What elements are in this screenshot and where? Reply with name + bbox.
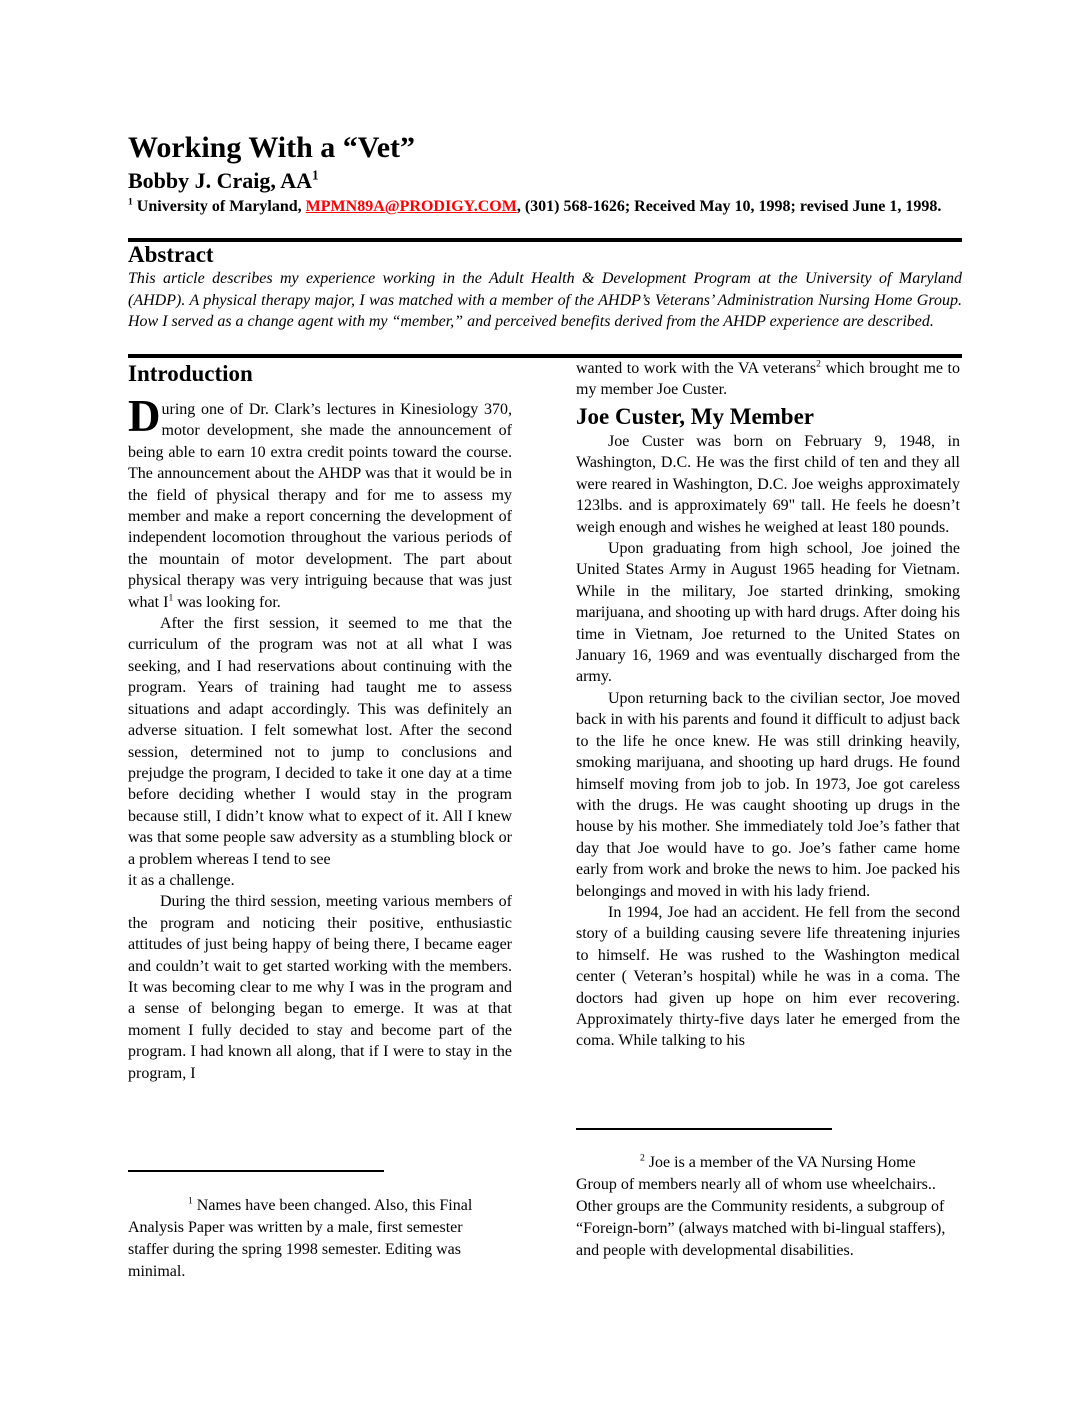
intro-p1-footnote-marker: 1 — [168, 592, 174, 604]
intro-paragraph-2-tail: it as a challenge. — [128, 871, 235, 889]
joe-paragraph-3: Upon returning back to the civilian sector, Joe moved back in with his parents and found it difficult to adjust back to the life he once knew. He was still drinking heavily, smoking marijuana, and shooting up hard drugs. He found himself moving from job to job. In 1973, Joe got careless with the drugs. He was caught shooting up drugs in the house by his mother. She immediately told Joe’s father that day that Joe would have to go. Joe’s father came home early from work and broke the news to him. Joe packed his belongings and moved in with his lady friend. — [576, 689, 960, 900]
intro-p1-text-end: was looking for. — [173, 593, 281, 611]
footnote-2-text: Joe is a member of the VA Nursing Home Group of members nearly all of whom use wheelchairs.. Other groups are the Community residents, a subgroup of “Foreign-born” (always matched with bi-lingual staffers), and people with developmental disabilities. — [576, 1154, 946, 1259]
footnote-rule-left — [128, 1170, 384, 1172]
abstract-heading: Abstract — [128, 242, 214, 267]
footnote-1-text: Names have been changed. Also, this Final Analysis Paper was written by a male, first semester staffer during the spring 1998 semester. Editing was minimal. — [128, 1197, 473, 1280]
rule-above-abstract — [128, 238, 962, 242]
affiliation-details: , (301) 568-1626; Received May 10, 1998; revised June 1, 1998. — [516, 198, 942, 215]
email-link[interactable]: MPMN89A@PRODIGY.COM — [305, 198, 517, 215]
affiliation-marker: 1 — [128, 196, 133, 208]
author-footnote-marker: 1 — [311, 167, 319, 183]
paper-title: Working With a “Vet” — [128, 131, 416, 164]
footnote-rule-right — [576, 1128, 832, 1130]
footnote-2-marker: 2 — [640, 1152, 645, 1164]
footnote-1-marker: 1 — [188, 1195, 193, 1207]
footnote-1 — [128, 1195, 480, 1283]
footnote-2 — [576, 1152, 956, 1262]
joe-paragraph-4: In 1994, Joe had an accident. He fell from the second story of a building causing severe life threatening injuries to himself. He was rushed to the Washington medical center ( Veteran’s hospital) while he was in a coma. The doctors had given up hope on him ever recovering. Approximately thirty-five days later he emerged from the coma. While talking to his — [576, 903, 960, 1050]
author-name: Bobby J. Craig, AA — [128, 168, 312, 193]
intro-p1-text: uring one of Dr. Clark’s lectures in Kinesiology 370, motor development, she made the announcement of being able to earn 10 extra credit points toward the course. The announcement about the AHDP was that it would be in the field of physical therapy and for me to assess my member and make a report concerning the development of independent locomotion throughout the various periods of the mountain of motor development. The part about physical therapy was very intriguing because that was just what I — [128, 401, 512, 611]
left-column-body — [128, 391, 512, 1084]
joe-paragraph-2: Upon graduating from high school, Joe joined the United States Army in August 1965 heading for Vietnam. While in the military, Joe started drinking, smoking marijuana, and shooting up with hard drugs. After doing his time in Vietnam, Joe returned to the United States on January 16, 1969 and was eventually discharged from the army. — [576, 540, 960, 686]
intro-paragraph-3: During the third session, meeting various members of the program and noticing their positive, enthusiastic attitudes of just being happy of being there, I became eager and couldn’t wait to get started working with the members. It was becoming clear to me why I was in the program and a sense of belonging began to emerge. It was at that moment I fully decided to stay and become part of the program. I had known all along, that if I were to stay in the program, I — [128, 893, 512, 1082]
continuation-text: wanted to work with the VA veterans — [576, 360, 817, 377]
continuation-paragraph — [576, 358, 960, 401]
continuation-footnote-marker: 2 — [816, 358, 821, 370]
right-column-body — [576, 431, 960, 1052]
drop-cap: D — [128, 391, 161, 441]
intro-paragraph-1 — [128, 391, 512, 613]
joe-paragraph-1: Joe Custer was born on February 9, 1948, in Washington, D.C. He was the first child of ten and they all were reared in Washington, D.C. Joe weighs approximately 123lbs. and is approximately 69" tall. He feels he doesn’t weigh enough and wishes he weighed at least 180 pounds. — [576, 433, 960, 536]
introduction-heading: Introduction — [128, 361, 253, 386]
right-column-continuation — [576, 358, 960, 401]
author-line — [128, 166, 319, 196]
affiliation — [128, 196, 958, 217]
intro-paragraph-2: After the first session, it seemed to me that the curriculum of the program was not at all what I was seeking, and I had reservations about continuing with the program. Years of training had taught me to assess situations and adapt accordingly. This was definitely an adverse situation. I felt somewhat lost. After the second session, determined not to jump to conclusions and prejudge the program, I decided to take it one day at a time before deciding whether I would stay in the program because still, I didn’t know what to expect of it. All I knew was that some people saw adversity as a stumbling block or a problem whereas I tend to see — [128, 615, 512, 868]
affiliation-institution: University of Maryland, — [132, 198, 306, 215]
continuation-text-end: which brought me to my member Joe Custer. — [576, 360, 960, 399]
joe-custer-heading: Joe Custer, My Member — [576, 404, 815, 429]
abstract-text: This article describes my experience working in the Adult Health & Development Program at the University of Maryland (AHDP). A physical therapy major, I was matched with a member of the AHDP’s Veterans’ Administration Nursing Home Group. How I served as a change agent with my “member,” and perceived benefits derived from the AHDP experience are described. — [128, 270, 962, 330]
